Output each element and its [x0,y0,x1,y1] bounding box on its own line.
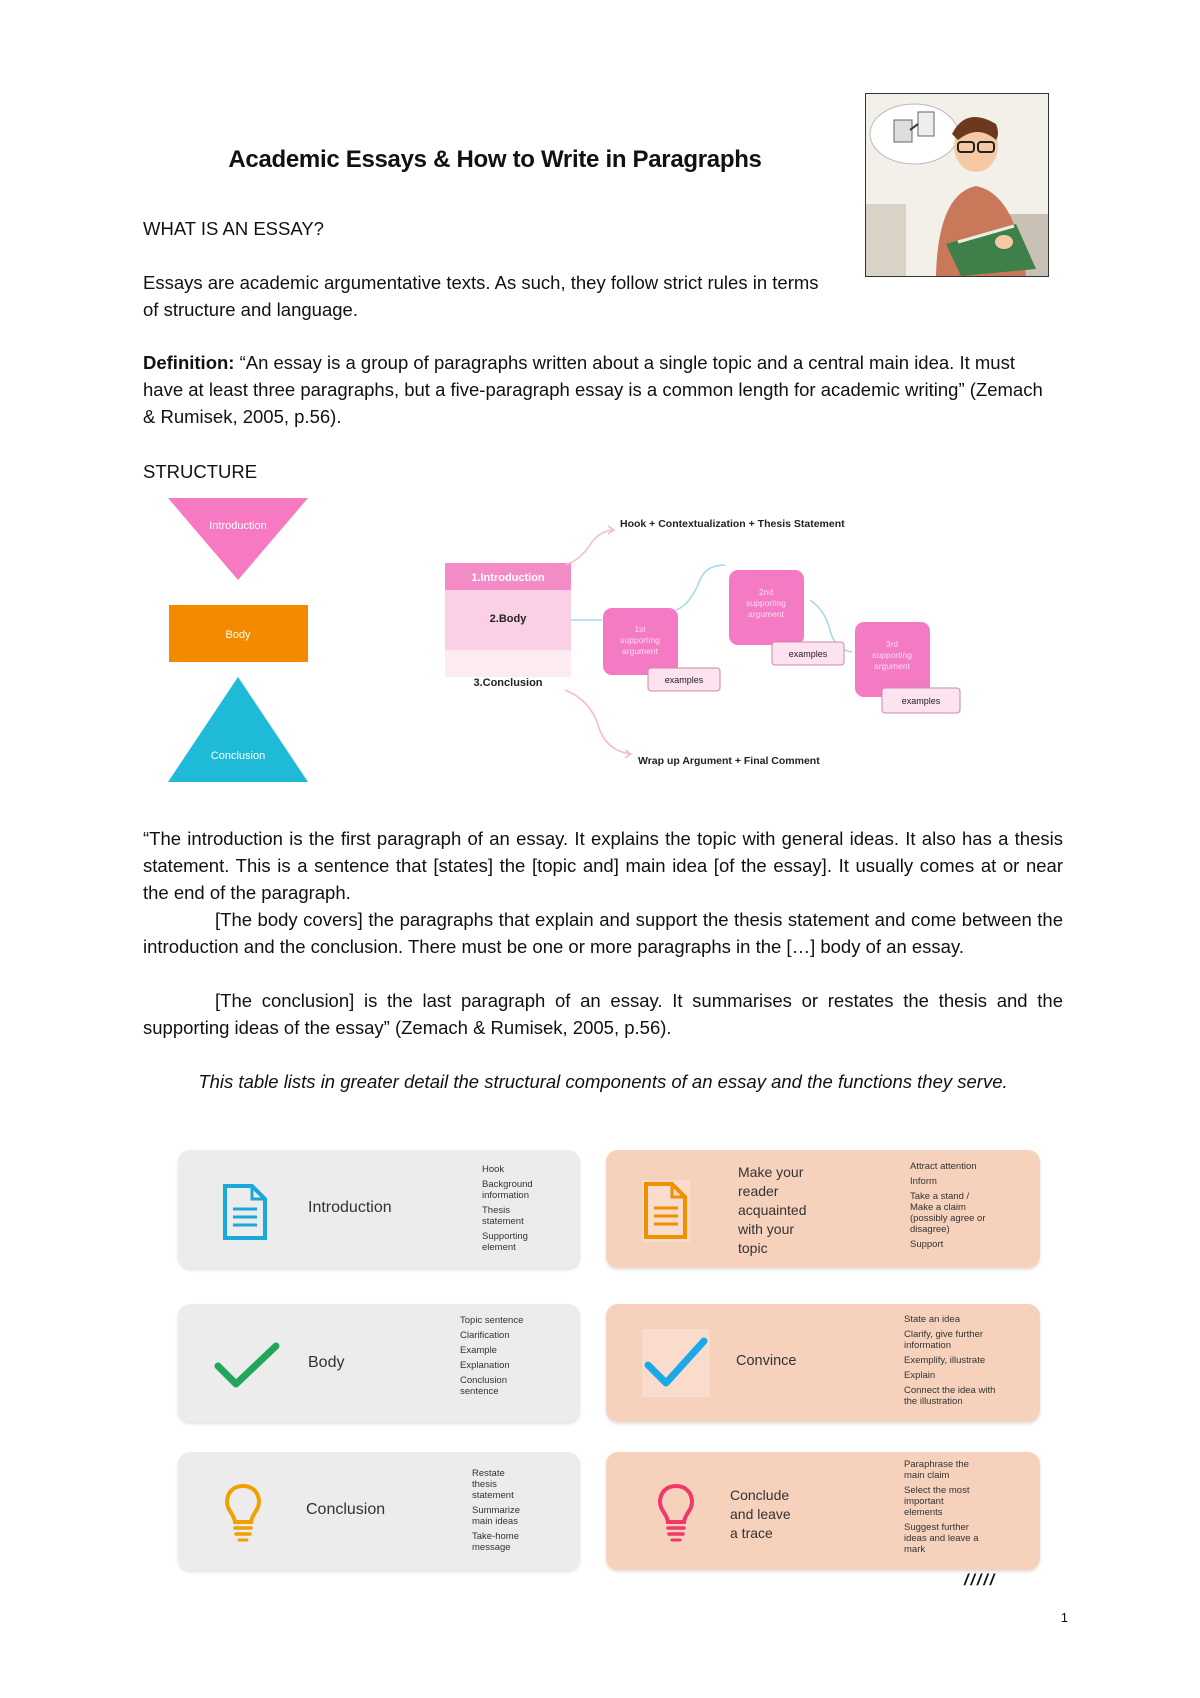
function-card-body [606,1304,1040,1422]
component-card-introduction [178,1150,580,1268]
detail-item: State an idea [904,1314,960,1325]
function-line: with your [738,1221,795,1237]
wrap-label: Wrap up Argument + Final Comment [638,755,820,767]
component-card-body [178,1304,580,1422]
decorative-slashes: ///// [964,1572,997,1589]
section-heading-what-is-essay: WHAT IS AN ESSAY? [143,218,324,239]
document-icon [222,1183,268,1241]
examples-label-2: examples [788,649,828,659]
detail-item: Inform [910,1176,937,1187]
stack-introduction-label: 1.Introduction [471,572,545,584]
svg-text:supporting: supporting [746,598,786,608]
stack-conclusion-label: 3.Conclusion [473,677,543,689]
table-caption: This table lists in greater detail the structural components of an essay and the functions they serve. [198,1071,1008,1092]
svg-text:3rd: 3rd [885,639,899,649]
svg-text:argument: argument [622,646,658,656]
conclusion-shape-label: Conclusion [210,750,266,762]
function-line: Convince [736,1353,797,1369]
function-line: topic [738,1240,768,1256]
detail-item: Paraphrase the main claim [904,1459,969,1481]
detail-item: Explain [904,1370,936,1381]
check-icon [214,1342,280,1390]
component-label: Introduction [308,1199,392,1216]
stack-conclusion [445,650,571,677]
component-label: Body [308,1354,345,1371]
part-item: Hook [482,1164,505,1175]
svg-text:argument: argument [748,609,784,619]
component-parts-list [472,1468,532,1557]
part-item: Take-home message [472,1531,519,1553]
part-item: Example [460,1345,497,1356]
definition-label: Definition: [143,352,235,373]
essay-flow-diagram [440,510,970,770]
examples-label-3: examples [901,696,941,706]
function-details-list [904,1314,1004,1411]
component-card-conclusion [178,1452,580,1570]
part-item: Summarize main ideas [472,1505,521,1527]
svg-text:1st: 1st [634,624,646,634]
check-icon [642,1329,710,1397]
page-title: Academic Essays & How to Write in Paragraphs [228,146,762,173]
svg-text:argument: argument [874,661,910,671]
part-item: Topic sentence [460,1315,524,1326]
component-parts-list [460,1315,526,1401]
svg-text:supporting: supporting [872,650,912,660]
quote-paragraph-conclusion: [The conclusion] is the last paragraph of an essay. It summarises or restates the thesis and the supporting ideas of the essay” (Zemach & Rumisek, 2005, p.56). [143,990,1063,1038]
detail-item: Exemplify, illustrate [904,1355,986,1366]
section-heading-structure: STRUCTURE [143,461,258,482]
svg-text:2nd: 2nd [758,587,774,597]
examples-label-1: examples [664,675,704,685]
detail-item: Clarify, give further information [904,1329,984,1351]
intro-paragraph: Essays are academic argumentative texts. As such, they follow strict rules in terms of structure and language. [143,272,819,320]
function-label [736,1352,796,1371]
detail-item: Support [910,1239,944,1250]
component-parts-list [482,1164,544,1257]
detail-item: Select the most important elements [904,1485,970,1518]
part-item: Thesis statement [482,1205,524,1227]
introduction-triangle [168,498,308,580]
quote-paragraph-body: [The body covers] the paragraphs that explain and support the thesis statement and come between the introduction and the conclusion. There must be one or more paragraphs in the […] body of an essay. [143,909,1063,957]
function-label [730,1486,791,1543]
part-item: Supporting element [482,1231,528,1253]
svg-text:supporting: supporting [620,635,660,645]
component-label: Conclusion [306,1501,386,1518]
stack-body-label: 2.Body [489,613,527,625]
part-item: Conclusion sentence [460,1375,507,1397]
page-number: 1 [1060,1610,1068,1625]
quote-paragraph-introduction: “The introduction is the first paragraph of an essay. It explains the topic with general ideas. It also has a thesis statement. This is a sentence that [states] the [topic and] main idea [of the essay]. It usually comes at or near the end of the paragraph. [143,828,1063,903]
function-line: Make your [738,1164,804,1180]
detail-item: Connect the idea with the illustration [904,1385,996,1407]
function-line: a trace [730,1525,773,1541]
part-item: Restate thesis statement [472,1468,514,1501]
lightbulb-icon [656,1482,696,1544]
conclusion-triangle [168,677,308,782]
part-item: Explanation [460,1360,510,1371]
part-item: Background information [482,1179,533,1201]
function-details-list [904,1459,980,1559]
function-line: and leave [730,1506,791,1522]
part-item: Clarification [460,1330,510,1341]
document-icon [642,1180,690,1242]
body-shape-label: Body [225,629,251,641]
function-card-conclusion [606,1452,1040,1570]
hook-label: Hook + Contextualization + Thesis Statement [620,518,845,530]
function-details-list [910,1161,990,1254]
function-line: acquainted [738,1202,807,1218]
definition-paragraph [143,349,1048,430]
definition-text: “An essay is a group of paragraphs written about a single topic and a central main idea. It must have at least three paragraphs, but a five-paragraph essay is a common length for academic writing” (Zemach & Rumisek, 2005, p.56). [143,352,1043,427]
structure-shapes [165,495,315,787]
detail-item: Attract attention [910,1161,977,1172]
function-card-introduction [606,1150,1040,1268]
function-label [738,1163,828,1258]
function-line: reader [738,1183,779,1199]
function-line: Conclude [730,1487,790,1503]
student-reading-illustration [865,93,1049,277]
introduction-shape-label: Introduction [209,520,267,532]
detail-item: Suggest further ideas and leave a mark [904,1522,979,1555]
lightbulb-icon [224,1482,262,1542]
detail-item: Take a stand / Make a claim (possibly agree or disagree) [910,1191,986,1235]
